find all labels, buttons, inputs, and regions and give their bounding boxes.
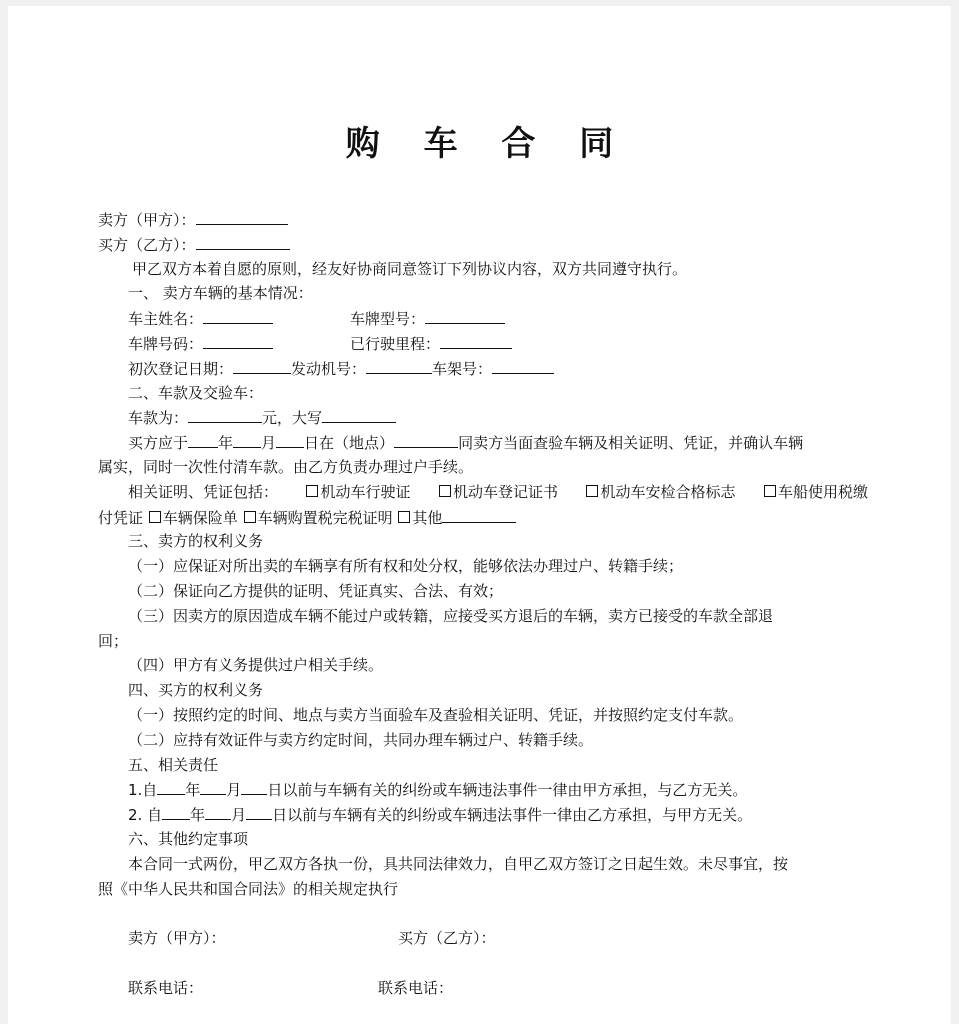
plate-model-blank[interactable] (425, 306, 505, 324)
price-label: 车款为： (128, 409, 189, 428)
section-3-heading: 三、卖方的权利义务 (128, 532, 264, 551)
owner-name-blank[interactable] (203, 306, 273, 324)
signature-row (98, 926, 868, 951)
section-4-heading: 四、买方的权利义务 (128, 681, 264, 700)
clause-4-1: （一）按照约定的时间、地点与卖方当面验车及查验相关证明、凭证，并按照约定支付车款。 (128, 705, 744, 724)
seller-phone-label: 联系电话： (128, 979, 204, 998)
engine-no-blank[interactable] (366, 356, 432, 374)
seller-label: 卖方（甲方）： (98, 211, 196, 229)
checkbox[interactable] (398, 511, 410, 523)
clause-5-1-month-blank[interactable] (200, 777, 226, 795)
doc-other-blank[interactable] (442, 505, 516, 523)
mileage-field (350, 331, 512, 357)
checkbox[interactable] (764, 485, 776, 497)
buyer-blank[interactable] (196, 232, 290, 250)
day-place-label: 日在（地点） (304, 434, 395, 453)
delivery-line-2: 属实，同时一次性付清车款。由乙方负责办理过户手续。 (98, 457, 474, 476)
docs-label: 相关证明、凭证包括： (128, 482, 279, 501)
clause-6-a: 本合同一式两份，甲乙双方各执一份，具共同法律效力，自甲乙双方签订之日起生效。未尽事宜，按 (128, 854, 789, 873)
frame-no-label: 车架号： (432, 359, 493, 378)
buyer-signature-label: 买方（乙方）： (398, 929, 496, 948)
seller-signature-label: 卖方（甲方）： (128, 929, 226, 948)
clause-3-2: （二）保证向乙方提供的证明、凭证真实、合法、有效； (128, 581, 504, 600)
doc-item-7[interactable]: 其他 (397, 509, 516, 527)
clause-5-1-day-blank[interactable] (241, 777, 267, 795)
checkbox[interactable] (149, 511, 161, 523)
buyer-line (98, 232, 868, 257)
frame-no-blank[interactable] (492, 356, 554, 374)
doc-item-2[interactable]: 机动车登记证书 (438, 480, 558, 505)
registration-row (98, 356, 868, 381)
plate-row (98, 331, 868, 356)
checkbox[interactable] (586, 485, 598, 497)
clause-5-2-text: 日以前与车辆有关的纠纷或车辆违法事件一律由乙方承担，与甲方无关。 (272, 806, 753, 825)
plate-no-label: 车牌号码： (128, 334, 204, 353)
intro-line: 甲乙双方本着自愿的原则，经友好协商同意签订下列协议内容，双方共同遵守执行。 (132, 259, 688, 278)
mileage-blank[interactable] (440, 331, 512, 349)
clause-5-2-month-blank[interactable] (205, 802, 231, 820)
docs-line-2 (98, 505, 868, 530)
document-page (8, 6, 951, 1024)
owner-name-label: 车主姓名： (128, 310, 204, 329)
first-reg-label: 初次登记日期： (128, 359, 234, 378)
engine-no-label: 发动机号： (291, 359, 367, 378)
clause-5-1-year-blank[interactable] (157, 777, 185, 795)
clause-3-1: （一）应保证对所出卖的车辆享有所有权和处分权，能够依法办理过户、转籍手续； (128, 557, 684, 576)
doc-item-4[interactable]: 车船使用税缴 (763, 480, 868, 505)
contract-title: 购 车 合 同 (345, 124, 630, 164)
plate-model-label: 车牌型号： (350, 310, 426, 329)
section-6-heading: 六、其他约定事项 (128, 829, 249, 848)
price-blank[interactable] (188, 405, 262, 423)
phone-row (98, 976, 868, 1001)
buyer-phone-label: 联系电话： (378, 979, 454, 998)
checkbox[interactable] (244, 511, 256, 523)
checkbox[interactable] (306, 485, 318, 497)
month-label: 月 (231, 806, 247, 825)
delivery-text-2: 同卖方当面查验车辆及相关证明、凭证，并确认车辆 (458, 434, 804, 453)
clause-5-2-prefix: 2. 自 (128, 806, 163, 825)
month-label: 月 (261, 434, 277, 453)
plate-no-blank[interactable] (203, 331, 273, 349)
buyer-label: 买方（乙方）： (98, 235, 196, 254)
doc-item-6[interactable]: 车辆购置税完税证明 (243, 509, 393, 527)
section-2-heading: 二、车款及交验车： (128, 383, 264, 402)
owner-row (98, 306, 868, 331)
price-words-label: 元，大写 (262, 409, 323, 428)
clause-5-1-text: 日以前与车辆有关的纠纷或车辆违法事件一律由甲方承担，与乙方无关。 (267, 781, 748, 800)
clause-3-4: （四）甲方有义务提供过户相关手续。 (128, 656, 384, 675)
month-label: 月 (226, 781, 242, 800)
section-5-heading: 五、相关责任 (128, 755, 219, 774)
delivery-line-1 (98, 430, 868, 455)
clause-6-b: 照《中华人民共和国合同法》的相关规定执行 (98, 879, 399, 898)
clause-3-3: （三）因卖方的原因造成车辆不能过户或转籍，应接受买方退后的车辆，卖方已接受的车款全部退 (128, 606, 774, 625)
checkbox[interactable] (439, 485, 451, 497)
doc-item-5[interactable]: 车辆保险单 (148, 509, 238, 527)
delivery-month-blank[interactable] (233, 430, 261, 448)
clause-3-3-cont: 回； (98, 631, 129, 650)
section-1-heading: 一、 卖方车辆的基本情况： (128, 284, 313, 303)
docs-line-1 (98, 480, 868, 505)
year-label: 年 (185, 781, 201, 800)
delivery-text: 买方应于 (128, 434, 189, 453)
clause-5-2-year-blank[interactable] (162, 802, 190, 820)
year-label: 年 (190, 806, 206, 825)
mileage-label: 已行驶里程： (350, 334, 441, 353)
year-label: 年 (218, 434, 234, 453)
delivery-day-blank[interactable] (276, 430, 304, 448)
seller-line (98, 207, 868, 232)
docs-line-2-prefix: 付凭证 (98, 508, 144, 527)
plate-model-field (350, 306, 505, 332)
first-reg-blank[interactable] (233, 356, 291, 374)
contract-body (98, 207, 868, 1001)
clause-4-2: （二）应持有效证件与卖方约定时间，共同办理车辆过户、转籍手续。 (128, 730, 594, 749)
clause-5-1 (98, 777, 868, 802)
delivery-place-blank[interactable] (394, 430, 458, 448)
clause-5-2-day-blank[interactable] (246, 802, 272, 820)
doc-item-3[interactable]: 机动车安检合格标志 (585, 480, 735, 505)
price-row (98, 405, 868, 430)
clause-5-2 (98, 802, 868, 827)
delivery-year-blank[interactable] (188, 430, 218, 448)
seller-blank[interactable] (196, 207, 288, 225)
doc-item-1[interactable]: 机动车行驶证 (305, 480, 410, 505)
clause-5-1-prefix: 1.自 (128, 781, 158, 800)
price-words-blank[interactable] (322, 405, 396, 423)
